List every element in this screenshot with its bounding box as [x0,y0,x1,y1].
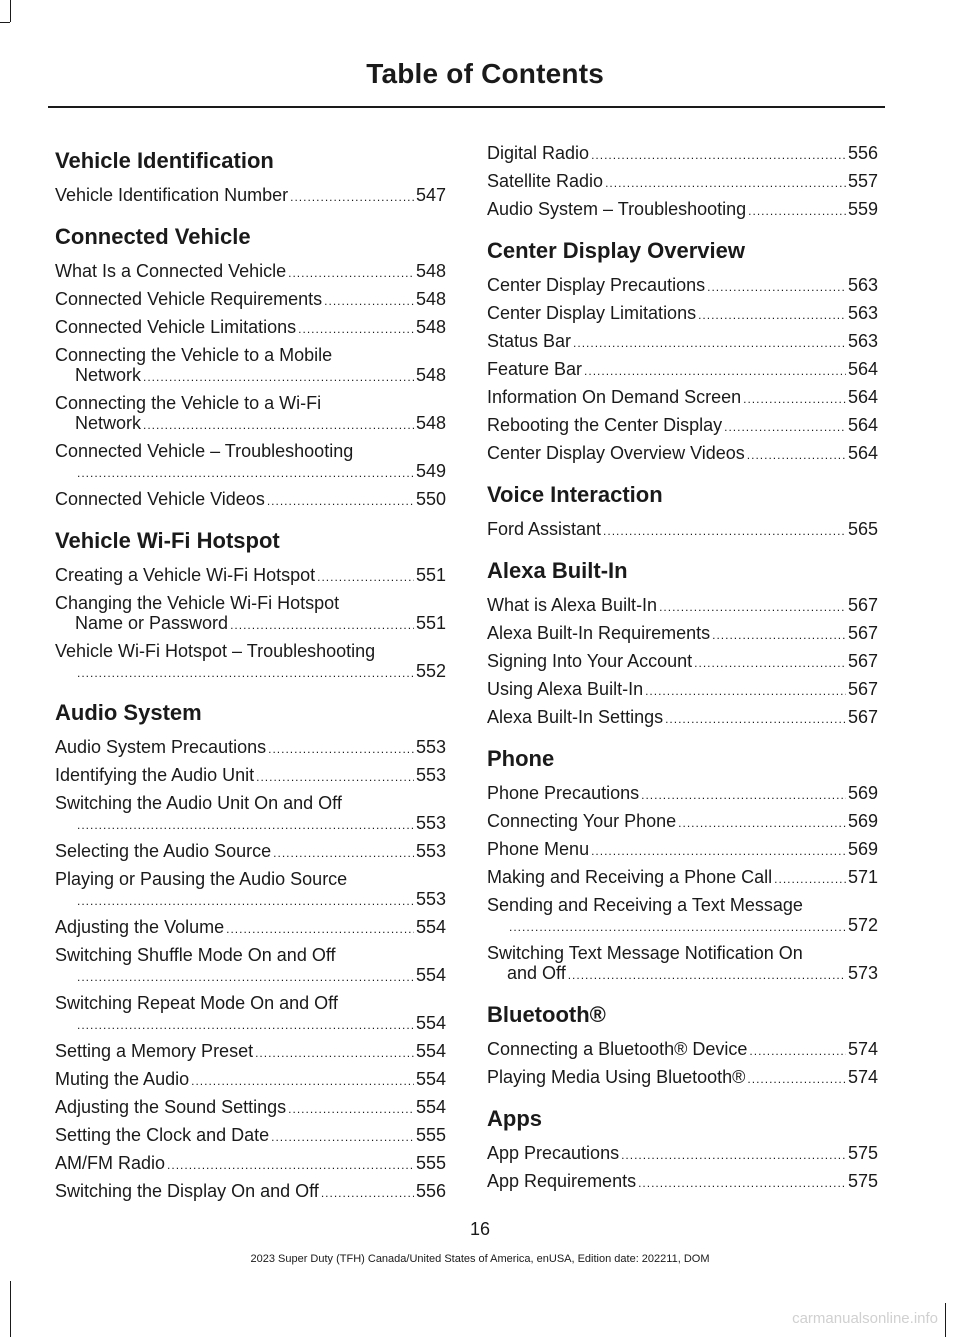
toc-entry-row [487,595,878,617]
section-heading: Phone [487,746,555,771]
toc-entry-title: What Is a Connected Vehicle [55,261,287,281]
toc-entry-page: 555 [415,1153,446,1173]
toc-entry-row [55,765,446,787]
toc-entry[interactable] [487,359,878,381]
toc-entry-page: 569 [847,811,878,831]
toc-entry[interactable] [55,737,446,759]
toc-entry-page: 554 [415,1097,446,1117]
toc-entry[interactable] [55,593,446,635]
toc-entry-title: Switching Text Message Notification On [487,943,803,963]
toc-entry[interactable] [55,565,446,587]
crop-mark-bottom-right [945,1303,946,1337]
toc-entry[interactable] [487,171,878,193]
dot-leader [665,709,846,729]
toc-entry-title: Playing Media Using Bluetooth® [487,1067,746,1087]
toc-entry-row [55,185,446,207]
toc-entry-page: 553 [415,813,446,833]
toc-entry[interactable] [487,943,878,985]
toc-entry-title: Vehicle Identification Number [55,185,289,205]
toc-section [487,1101,878,1193]
toc-entry-page: 548 [415,413,446,433]
toc-entry[interactable] [487,839,878,861]
toc-entry[interactable] [55,1041,446,1063]
toc-entry[interactable] [487,199,878,221]
dot-leader [77,463,414,483]
toc-entry-row [55,489,446,511]
toc-entry-page: 569 [847,839,878,859]
toc-entry-page: 569 [847,783,878,803]
toc-entry-page: 549 [415,461,446,481]
toc-entry-row [487,275,878,297]
toc-entry-row [487,707,878,729]
toc-entry-row [55,1041,446,1063]
dot-leader [143,367,414,387]
toc-entry-title: Information On Demand Screen [487,387,742,407]
toc-entry-title: Audio System – Troubleshooting [487,199,747,219]
toc-entry-page: 553 [415,889,446,909]
toc-entry-page: 554 [415,965,446,985]
toc-entry-title: Adjusting the Volume [55,917,225,937]
toc-entry-title: App Requirements [487,1171,637,1191]
toc-entry-row [487,915,878,937]
dot-leader [288,1099,414,1119]
footer-edition-info: 2023 Super Duty (TFH) Canada/United States of America, enUSA, Edition date: 202211, DOM [250,1253,710,1265]
section-heading: Vehicle Wi-Fi Hotspot [55,528,280,553]
dot-leader [621,1145,846,1165]
dot-leader [591,841,846,861]
header-divider [48,106,885,108]
toc-entry-row [487,143,878,165]
toc-entry-page: 547 [415,185,446,205]
toc-entry[interactable] [487,595,878,617]
toc-entry[interactable] [55,641,446,683]
toc-entry-row [55,813,446,835]
toc-entry[interactable] [487,707,878,729]
page-number: 16 [469,1219,491,1239]
toc-entry-row [487,811,878,833]
toc-entry-title: Center Display Limitations [487,303,697,323]
toc-entry-page: 567 [847,707,878,727]
toc-entry-title: Connecting Your Phone [487,811,677,831]
toc-entry[interactable] [487,1143,878,1165]
toc-entry[interactable] [487,1171,878,1193]
toc-entry-row [487,443,878,465]
toc-entry-row [487,1143,878,1165]
toc-entry-row [55,365,446,387]
toc-entry-title: Alexa Built-In Requirements [487,623,711,643]
toc-entry-page: 575 [847,1171,878,1191]
toc-entry[interactable] [487,415,878,437]
toc-entry-row [487,303,878,325]
toc-entry-page: 551 [415,565,446,585]
toc-entry-row [55,1097,446,1119]
dot-leader [268,739,414,759]
dot-leader [748,201,846,221]
toc-entry-row [55,613,446,635]
toc-entry-title: App Precautions [487,1143,620,1163]
toc-entry-page: 567 [847,651,878,671]
toc-entry[interactable] [55,1069,446,1091]
toc-entry-page: 565 [847,519,878,539]
dot-leader [591,145,846,165]
section-heading: Bluetooth® [487,1002,606,1027]
toc-entry-page: 554 [415,1013,446,1033]
toc-entry-row [55,917,446,939]
toc-entry-title: and Off [507,963,566,983]
section-heading: Apps [487,1106,542,1131]
toc-entry-row [487,331,878,353]
toc-entry-title: Setting the Clock and Date [55,1125,270,1145]
toc-entry-page: 564 [847,359,878,379]
toc-entry[interactable] [55,393,446,435]
section-heading: Audio System [55,700,202,725]
toc-entry-title: Switching Shuffle Mode On and Off [55,945,336,965]
toc-entry-row [55,737,446,759]
dot-leader [707,277,846,297]
dot-leader [298,319,414,339]
toc-entry-title: Connecting a Bluetooth® Device [487,1039,748,1059]
toc-entry-row [487,387,878,409]
dot-leader [724,417,846,437]
dot-leader [191,1071,414,1091]
toc-section [487,741,878,985]
toc-entry[interactable] [55,869,446,911]
toc-entry[interactable] [55,317,446,339]
toc-entry-page: 554 [415,917,446,937]
toc-entry-row [55,1153,446,1175]
toc-entry-title: Vehicle Wi-Fi Hotspot – Troubleshooting [55,641,376,661]
toc-section [487,233,878,465]
toc-entry-title: Name or Password [75,613,229,633]
toc-entry-title: Phone Precautions [487,783,640,803]
section-heading: Connected Vehicle [55,224,251,249]
toc-entry-title: Ford Assistant [487,519,602,539]
toc-section [55,219,446,511]
toc-entry[interactable] [55,993,446,1035]
toc-entry-title: Feature Bar [487,359,583,379]
toc-section [487,143,878,221]
toc-entry-row [487,963,878,985]
toc-entry-page: 563 [847,303,878,323]
toc-entry-title: Signing Into Your Account [487,651,693,671]
dot-leader [324,291,414,311]
toc-entry[interactable] [487,387,878,409]
toc-entry[interactable] [55,1097,446,1119]
toc-entry-row [487,199,878,221]
toc-entry-row [487,651,878,673]
toc-left-column [55,143,446,1215]
toc-entry-row [55,565,446,587]
toc-entry-page: 563 [847,331,878,351]
toc-entry-title: Connected Vehicle Videos [55,489,265,509]
toc-entry[interactable] [487,519,878,541]
toc-entry[interactable] [487,443,878,465]
toc-entry-title: Selecting the Audio Source [55,841,272,861]
toc-entry[interactable] [55,793,446,835]
toc-entry[interactable] [55,345,446,387]
toc-entry-page: 556 [415,1181,446,1201]
toc-entry-row [55,461,446,483]
toc-entry-row [487,519,878,541]
toc-entry-row [487,415,878,437]
toc-entry-title: Adjusting the Sound Settings [55,1097,287,1117]
toc-section [487,477,878,541]
dot-leader [317,567,414,587]
toc-entry-row [55,413,446,435]
toc-entry-page: 556 [847,143,878,163]
dot-leader [321,1183,414,1203]
dot-leader [143,415,414,435]
toc-entry-title: Switching the Audio Unit On and Off [55,793,342,813]
dot-leader [749,1041,846,1061]
toc-entry-title: AM/FM Radio [55,1153,166,1173]
dot-leader [603,521,846,541]
toc-entry-title: Satellite Radio [487,171,604,191]
toc-entry[interactable] [55,917,446,939]
toc-entry-page: 554 [415,1069,446,1089]
toc-entry-title: Rebooting the Center Display [487,415,723,435]
toc-entry-title: Making and Receiving a Phone Call [487,867,773,887]
dot-leader [77,891,414,911]
toc-entry-row [55,261,446,283]
dot-leader [77,1015,414,1035]
toc-section [55,523,446,683]
toc-entry[interactable] [55,1181,446,1203]
toc-entry-page: 559 [847,199,878,219]
toc-entry[interactable] [55,1153,446,1175]
toc-entry-row [55,1181,446,1203]
section-heading: Voice Interaction [487,482,663,507]
toc-entry-row [487,839,878,861]
dot-leader [230,615,414,635]
dot-leader [77,967,414,987]
toc-entry-row [487,1171,878,1193]
toc-entry[interactable] [487,1067,878,1089]
toc-entry-title: Connected Vehicle Requirements [55,289,323,309]
toc-entry-page: 564 [847,387,878,407]
dot-leader [167,1155,414,1175]
toc-entry-title: Using Alexa Built-In [487,679,644,699]
crop-mark-top-left-vertical [10,0,11,22]
toc-entry-page: 574 [847,1039,878,1059]
dot-leader [605,173,846,193]
watermark-text: carmanualsonline.info [792,1310,938,1327]
toc-section [487,553,878,729]
toc-entry-title: Status Bar [487,331,572,351]
toc-entry[interactable] [487,1039,878,1061]
dot-leader [267,491,414,511]
dot-leader [256,767,414,787]
toc-entry-page: 553 [415,841,446,861]
toc-entry-page: 553 [415,765,446,785]
crop-mark-top-left-horizontal [0,22,10,23]
toc-entry-page: 548 [415,317,446,337]
dot-leader [568,965,846,985]
dot-leader [659,597,846,617]
toc-entry-title: Playing or Pausing the Audio Source [55,869,348,889]
toc-entry[interactable] [487,623,878,645]
toc-entry-page: 572 [847,915,878,935]
page-title: Table of Contents [366,58,604,89]
toc-entry-title: What is Alexa Built-In [487,595,658,615]
toc-entry[interactable] [487,143,878,165]
toc-entry-page: 555 [415,1125,446,1145]
toc-entry-row [55,661,446,683]
toc-entry-page: 563 [847,275,878,295]
toc-entry[interactable] [55,945,446,987]
dot-leader [747,1069,846,1089]
toc-entry[interactable] [487,811,878,833]
toc-entry-row [55,317,446,339]
toc-right-column [487,143,878,1205]
dot-leader [712,625,846,645]
toc-entry-page: 564 [847,443,878,463]
toc-entry-row [487,623,878,645]
dot-leader [641,785,846,805]
toc-entry-page: 575 [847,1143,878,1163]
toc-entry[interactable] [487,783,878,805]
toc-section [55,695,446,1203]
toc-entry-page: 553 [415,737,446,757]
toc-entry-row [487,1067,878,1089]
toc-entry-title: Audio System Precautions [55,737,267,757]
dot-leader [226,919,414,939]
toc-entry-title: Connecting the Vehicle to a Mobile [55,345,333,365]
section-heading: Vehicle Identification [55,148,274,173]
toc-entry-page: 564 [847,415,878,435]
toc-entry-row [487,171,878,193]
toc-entry-title: Phone Menu [487,839,590,859]
toc-entry-page: 574 [847,1067,878,1087]
toc-section [487,997,878,1089]
toc-entry-row [55,1069,446,1091]
toc-entry-title: Connected Vehicle Limitations [55,317,297,337]
toc-entry-page: 554 [415,1041,446,1061]
toc-entry-row [487,1039,878,1061]
dot-leader [271,1127,414,1147]
toc-entry[interactable] [487,651,878,673]
toc-entry-title: Setting a Memory Preset [55,1041,254,1061]
toc-entry-page: 557 [847,171,878,191]
toc-entry[interactable] [55,841,446,863]
dot-leader [743,389,846,409]
dot-leader [509,917,846,937]
section-heading: Center Display Overview [487,238,746,263]
toc-entry-title: Identifying the Audio Unit [55,765,255,785]
dot-leader [288,263,414,283]
dot-leader [638,1173,846,1193]
toc-entry[interactable] [55,289,446,311]
toc-entry-title: Center Display Precautions [487,275,706,295]
toc-entry-title: Sending and Receiving a Text Message [487,895,803,915]
toc-entry-page: 571 [847,867,878,887]
toc-entry[interactable] [55,489,446,511]
dot-leader [678,813,846,833]
toc-entry-page: 548 [415,261,446,281]
dot-leader [290,187,414,207]
dot-leader [77,663,414,683]
dot-leader [77,815,414,835]
dot-leader [747,445,846,465]
toc-entry-title: Switching the Display On and Off [55,1181,319,1201]
toc-entry-title: Switching Repeat Mode On and Off [55,993,338,1013]
section-heading: Alexa Built-In [487,558,628,583]
toc-entry-title: Network [75,413,142,433]
toc-entry-row [55,1125,446,1147]
toc-entry-page: 567 [847,623,878,643]
dot-leader [273,843,414,863]
toc-entry-row [487,359,878,381]
toc-entry-page: 551 [415,613,446,633]
toc-entry-row [55,1013,446,1035]
toc-entry[interactable] [55,261,446,283]
toc-entry-title: Changing the Vehicle Wi-Fi Hotspot [55,593,340,613]
toc-entry-title: Alexa Built-In Settings [487,707,664,727]
toc-entry-title: Digital Radio [487,143,590,163]
toc-entry-title: Network [75,365,142,385]
toc-entry-page: 567 [847,679,878,699]
toc-entry-page: 552 [415,661,446,681]
toc-entry-title: Creating a Vehicle Wi-Fi Hotspot [55,565,316,585]
toc-entry-page: 548 [415,289,446,309]
toc-entry-page: 550 [415,489,446,509]
dot-leader [573,333,846,353]
toc-entry[interactable] [55,185,446,207]
toc-entry-row [55,841,446,863]
toc-section [55,143,446,207]
toc-entry[interactable] [487,275,878,297]
toc-entry-page: 573 [847,963,878,983]
toc-entry-title: Connecting the Vehicle to a Wi-Fi [55,393,322,413]
toc-entry-title: Connected Vehicle – Troubleshooting [55,441,354,461]
toc-entry-row [55,289,446,311]
toc-entry-page: 548 [415,365,446,385]
dot-leader [255,1043,414,1063]
toc-entry[interactable] [487,895,878,937]
toc-entry-row [487,783,878,805]
toc-entry[interactable] [487,331,878,353]
dot-leader [584,361,846,381]
toc-entry-page: 567 [847,595,878,615]
toc-entry[interactable] [55,765,446,787]
crop-mark-bottom-left [10,1281,11,1337]
toc-entry[interactable] [55,441,446,483]
dot-leader [694,653,846,673]
toc-entry[interactable] [487,679,878,701]
dot-leader [698,305,846,325]
toc-entry-row [487,867,878,889]
toc-entry[interactable] [487,867,878,889]
toc-entry-row [55,889,446,911]
toc-entry[interactable] [487,303,878,325]
toc-entry[interactable] [55,1125,446,1147]
toc-entry-row [487,679,878,701]
dot-leader [645,681,846,701]
dot-leader [774,869,846,889]
toc-entry-title: Center Display Overview Videos [487,443,745,463]
toc-entry-row [55,965,446,987]
toc-entry-title: Muting the Audio [55,1069,190,1089]
